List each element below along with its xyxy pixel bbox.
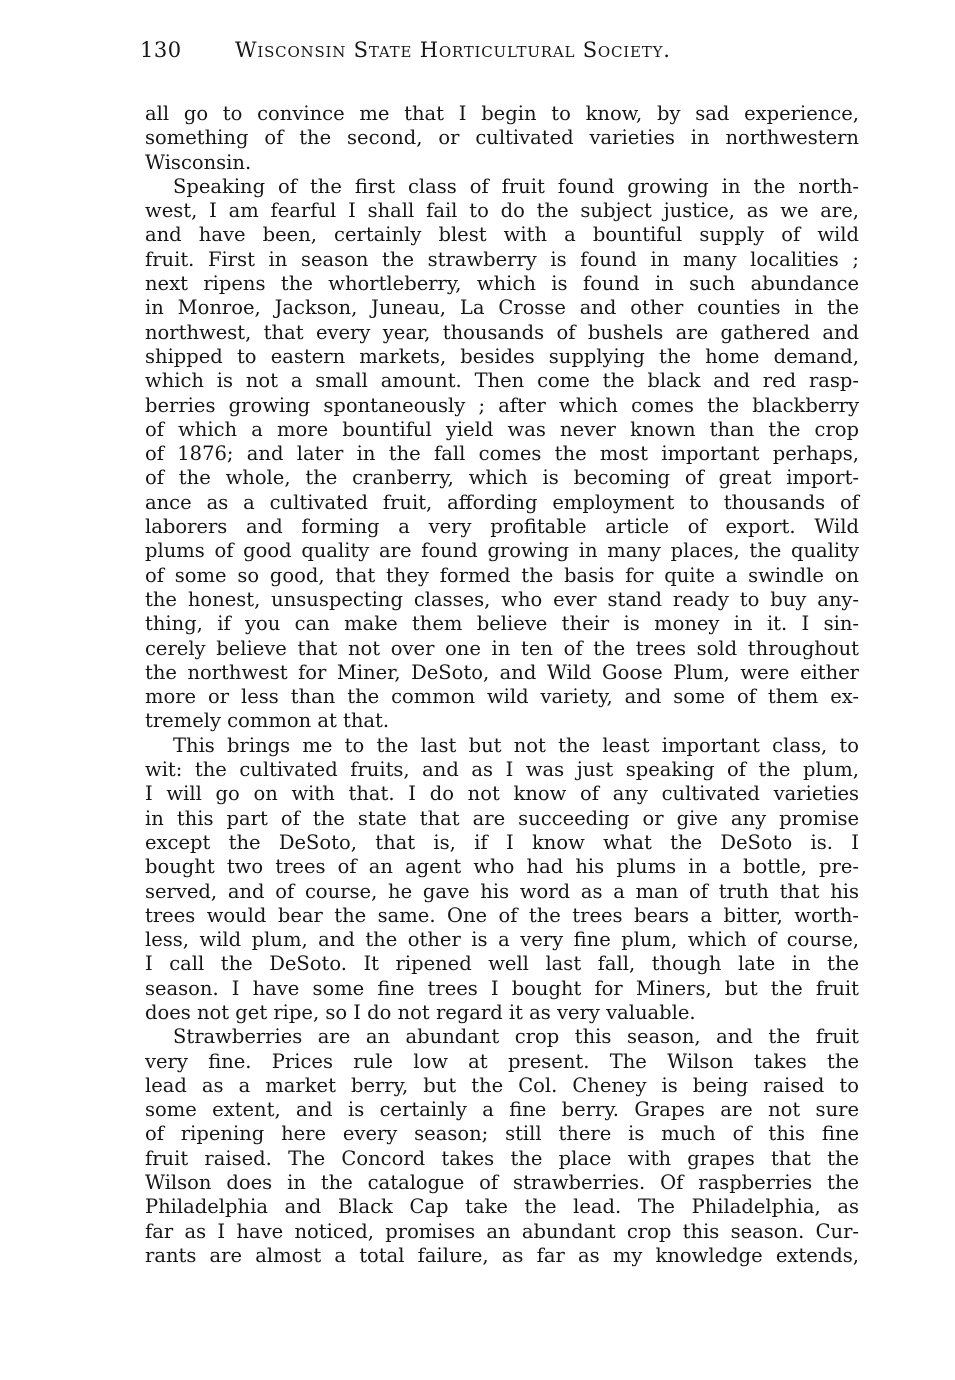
body-text <box>145 102 859 1268</box>
text-line: I will go on with that. I do not know of any cultivated varieties <box>145 782 859 806</box>
text-line: something of the second, or cultivated varieties in northwestern <box>145 126 859 150</box>
text-line: This brings me to the last but not the least important class, to <box>173 733 859 757</box>
text-line: far as I have noticed, promises an abundant crop this season. Cur- <box>145 1219 859 1243</box>
text-line: the honest, unsuspecting classes, who ever stand ready to buy any- <box>145 587 859 611</box>
text-line: west, I am fearful I shall fail to do the subject justice, as we are, <box>145 199 859 223</box>
text-line: Wilson does in the catalogue of strawberries. Of raspberries the <box>145 1171 859 1195</box>
text-line: plums of good quality are found growing in many places, the quality <box>145 539 859 563</box>
text-line: Speaking of the first class of fruit found growing in the north- <box>173 174 859 198</box>
text-line: laborers and forming a very profitable article of export. Wild <box>145 515 859 539</box>
text-line: does not get ripe, so I do not regard it as very valuable. <box>145 1000 696 1024</box>
text-line: fruit. First in season the strawberry is found in many localities ; <box>145 247 859 271</box>
text-line: shipped to eastern markets, besides supplying the home demand, <box>145 344 859 368</box>
running-title: Wisconsin State Horticultural Society. <box>235 38 671 62</box>
text-line: which is not a small amount. Then come the black and red rasp- <box>145 369 859 393</box>
text-line: season. I have some fine trees I bought for Miners, but the fruit <box>145 976 859 1000</box>
text-line: I call the DeSoto. It ripened well last fall, though late in the <box>145 952 859 976</box>
text-line: and have been, certainly blest with a bountiful supply of wild <box>145 223 859 247</box>
text-line: in Monroe, Jackson, Juneau, La Crosse and other counties in the <box>145 296 859 320</box>
text-line: trees would bear the same. One of the trees bears a bitter, worth- <box>145 903 859 927</box>
page-header <box>140 38 860 68</box>
text-line: cerely believe that not over one in ten of the trees sold throughout <box>145 636 859 660</box>
text-line: rants are almost a total failure, as far as my knowledge extends, <box>145 1243 859 1267</box>
text-line: Strawberries are an abundant crop this season, and the fruit <box>173 1025 859 1049</box>
text-line: berries growing spontaneously ; after which comes the blackberry <box>145 393 859 417</box>
text-line: thing, if you can make them believe their is money in it. I sin- <box>145 612 859 636</box>
text-line: wit: the cultivated fruits, and as I was just speaking of the plum, <box>145 758 859 782</box>
text-line: of some so good, that they formed the basis for quite a swindle on <box>145 563 859 587</box>
text-line: next ripens the whortleberry, which is found in such abundance <box>145 272 859 296</box>
text-line: Wisconsin. <box>145 150 252 174</box>
text-line: lead as a market berry, but the Col. Cheney is being raised to <box>145 1073 859 1097</box>
text-line: Philadelphia and Black Cap take the lead. The Philadelphia, as <box>145 1195 859 1219</box>
text-line: the northwest for Miner, DeSoto, and Wild Goose Plum, were either <box>145 660 859 684</box>
text-line: served, and of course, he gave his word as a man of truth that his <box>145 879 859 903</box>
text-line: except the DeSoto, that is, if I know what the DeSoto is. I <box>145 830 859 854</box>
text-line: of 1876; and later in the fall comes the most important perhaps, <box>145 442 859 466</box>
text-line: more or less than the common wild variety, and some of them ex- <box>145 685 859 709</box>
text-line: of ripening here every season; still there is much of this fine <box>145 1122 859 1146</box>
text-line: all go to convince me that I begin to know, by sad experience, <box>145 102 859 125</box>
text-line: very fine. Prices rule low at present. The Wilson takes the <box>145 1049 859 1073</box>
text-line: ance as a cultivated fruit, affording employment to thousands of <box>145 490 859 514</box>
page-number: 130 <box>140 38 182 62</box>
text-line: bought two trees of an agent who had his plums in a bottle, pre- <box>145 855 859 879</box>
text-line: of the whole, the cranberry, which is becoming of great import- <box>145 466 859 490</box>
text-line: of which a more bountiful yield was never known than the crop <box>145 417 859 441</box>
text-line: in this part of the state that are succeeding or give any promise <box>145 806 859 830</box>
text-line: tremely common at that. <box>145 709 390 733</box>
text-line: northwest, that every year, thousands of bushels are gathered and <box>145 320 859 344</box>
text-line: less, wild plum, and the other is a very fine plum, which of course, <box>145 928 859 952</box>
text-line: some extent, and is certainly a fine berry. Grapes are not sure <box>145 1098 859 1122</box>
text-line: fruit raised. The Concord takes the place with grapes that the <box>145 1146 859 1170</box>
